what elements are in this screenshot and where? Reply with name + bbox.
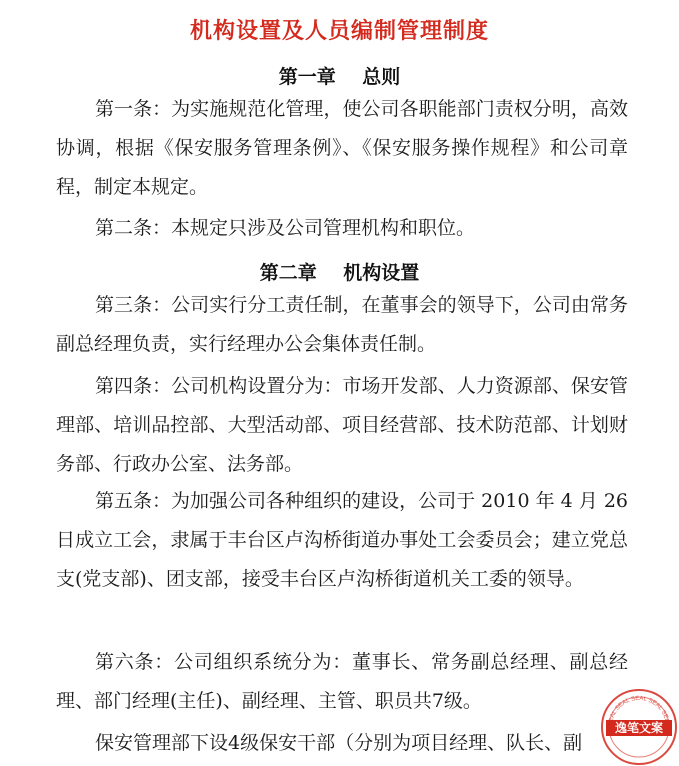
chapter-2-heading: 第二章 机构设置 — [259, 262, 420, 284]
seal-text: 逸笔文案 — [614, 721, 664, 735]
article-2: 第二条：本规定只涉及公司管理机构和职位。 — [95, 217, 476, 239]
seal-watermark-icon — [600, 688, 678, 766]
article-3: 第三条：公司实行分工责任制，在董事会的领导下，公司由常务副总经理负责，实行经理办公会集体责任制。 — [56, 294, 628, 355]
article-1: 第一条：为实施规范化管理，使公司各职能部门责权分明，高效协调，根据《保安服务管理条例》、《保安服务操作规程》和公司章程，制定本规定。 — [56, 98, 628, 198]
seal-ring-text: AL SEAL SEAL SEAL SE — [609, 695, 669, 720]
article-4: 第四条：公司机构设置分为：市场开发部、人力资源部、保安管理部、培训品控部、大型活动部、项目经营部、技术防范部、计划财务部、行政办公室、法务部。 — [56, 375, 628, 475]
article-7-partial: 保安管理部下设4级保安干部（分别为项目经理、队长、副 — [95, 732, 583, 754]
chapter-1-heading: 第一章 总则 — [278, 66, 401, 88]
article-6: 第六条：公司组织系统分为：董事长、常务副总经理、副总经理、部门经理(主任)、副经理、主管、职员共7级。 — [56, 651, 628, 712]
document-title: 机构设置及人员编制管理制度 — [189, 18, 489, 44]
article-5: 第五条：为加强公司各种组织的建设，公司于 2010 年 4 月 26日成立工会，隶属于丰台区卢沟桥街道办事处工会委员会；建立党总支(党支部)、团支部，接受丰台区卢沟桥街道机关工委的领导。 — [56, 490, 628, 590]
